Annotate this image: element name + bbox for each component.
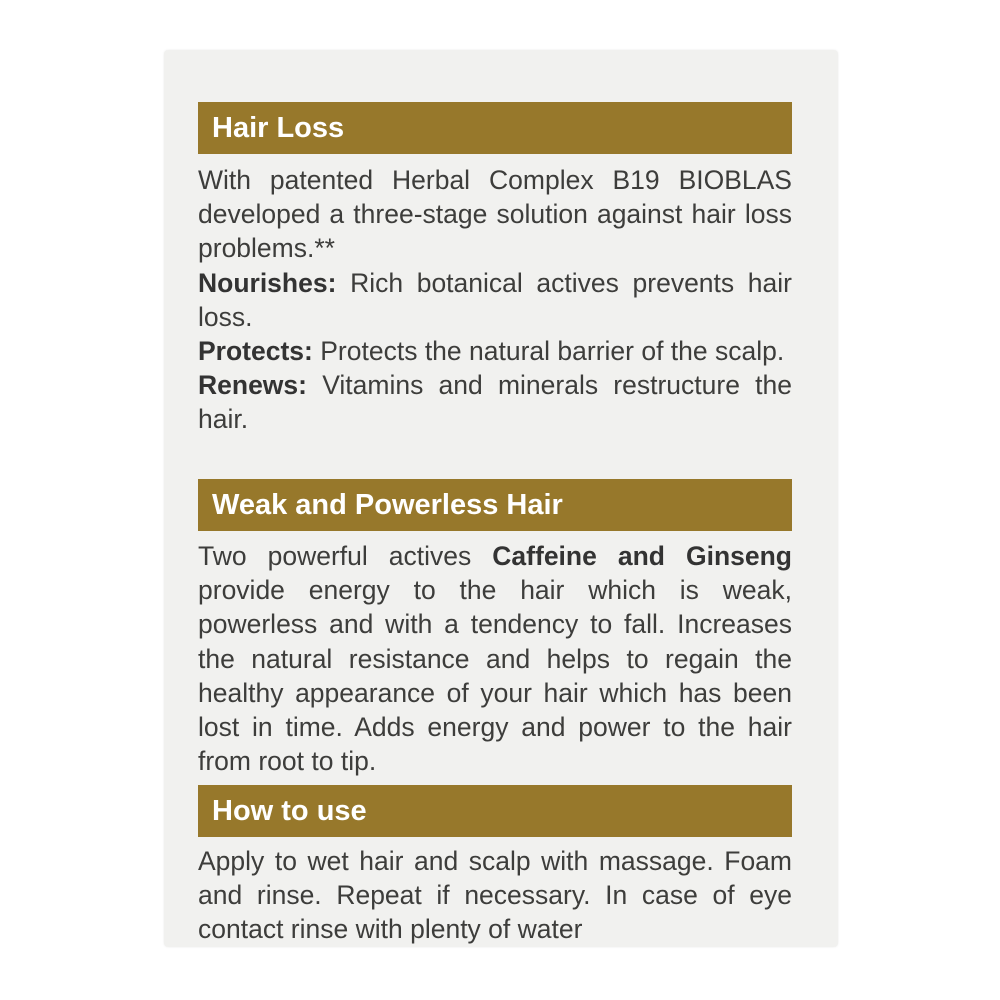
hair-loss-section: [198, 163, 792, 437]
how-to-use-text: Apply to wet hair and scalp with massage. Foam and rinse. Repeat if necessary. In case of eye contact rinse with plenty of water: [198, 846, 792, 945]
weak-hair-text: [198, 539, 792, 778]
hair-loss-heading: Hair Loss: [198, 102, 792, 154]
benefit-text: Protects the natural barrier of the scalp.: [320, 336, 785, 367]
weak-hair-body: provide energy to the hair which is weak, powerless and with a tendency to fall. Increases the natural resistance and helps to regain the healthy appearance of your hair which has been lost in time. Adds energy and power to the hair from root to tip.: [198, 575, 792, 777]
benefit-term: Nourishes:: [198, 267, 337, 298]
how-to-use-heading: How to use: [198, 785, 792, 837]
how-to-use-section: [198, 844, 792, 947]
weak-hair-lead: Two powerful actives: [198, 541, 472, 571]
benefit-protects: [198, 334, 792, 368]
hair-loss-intro: With patented Herbal Complex B19 BIOBLAS developed a three-stage solution against hair loss problems.**: [198, 165, 792, 264]
weak-hair-highlight: Caffeine and Ginseng: [492, 541, 792, 571]
weak-hair-section: [198, 539, 792, 778]
benefit-term: Protects:: [198, 336, 313, 367]
benefit-renews: [198, 368, 792, 436]
benefit-text: Vitamins and minerals restructure the hair.: [198, 370, 792, 435]
package-panel: [164, 50, 838, 947]
benefit-text: Rich botanical actives prevents hair loss.: [198, 267, 792, 332]
benefit-term: Renews:: [198, 370, 307, 401]
weak-hair-heading: Weak and Powerless Hair: [198, 479, 792, 531]
benefit-nourishes: [198, 266, 792, 334]
